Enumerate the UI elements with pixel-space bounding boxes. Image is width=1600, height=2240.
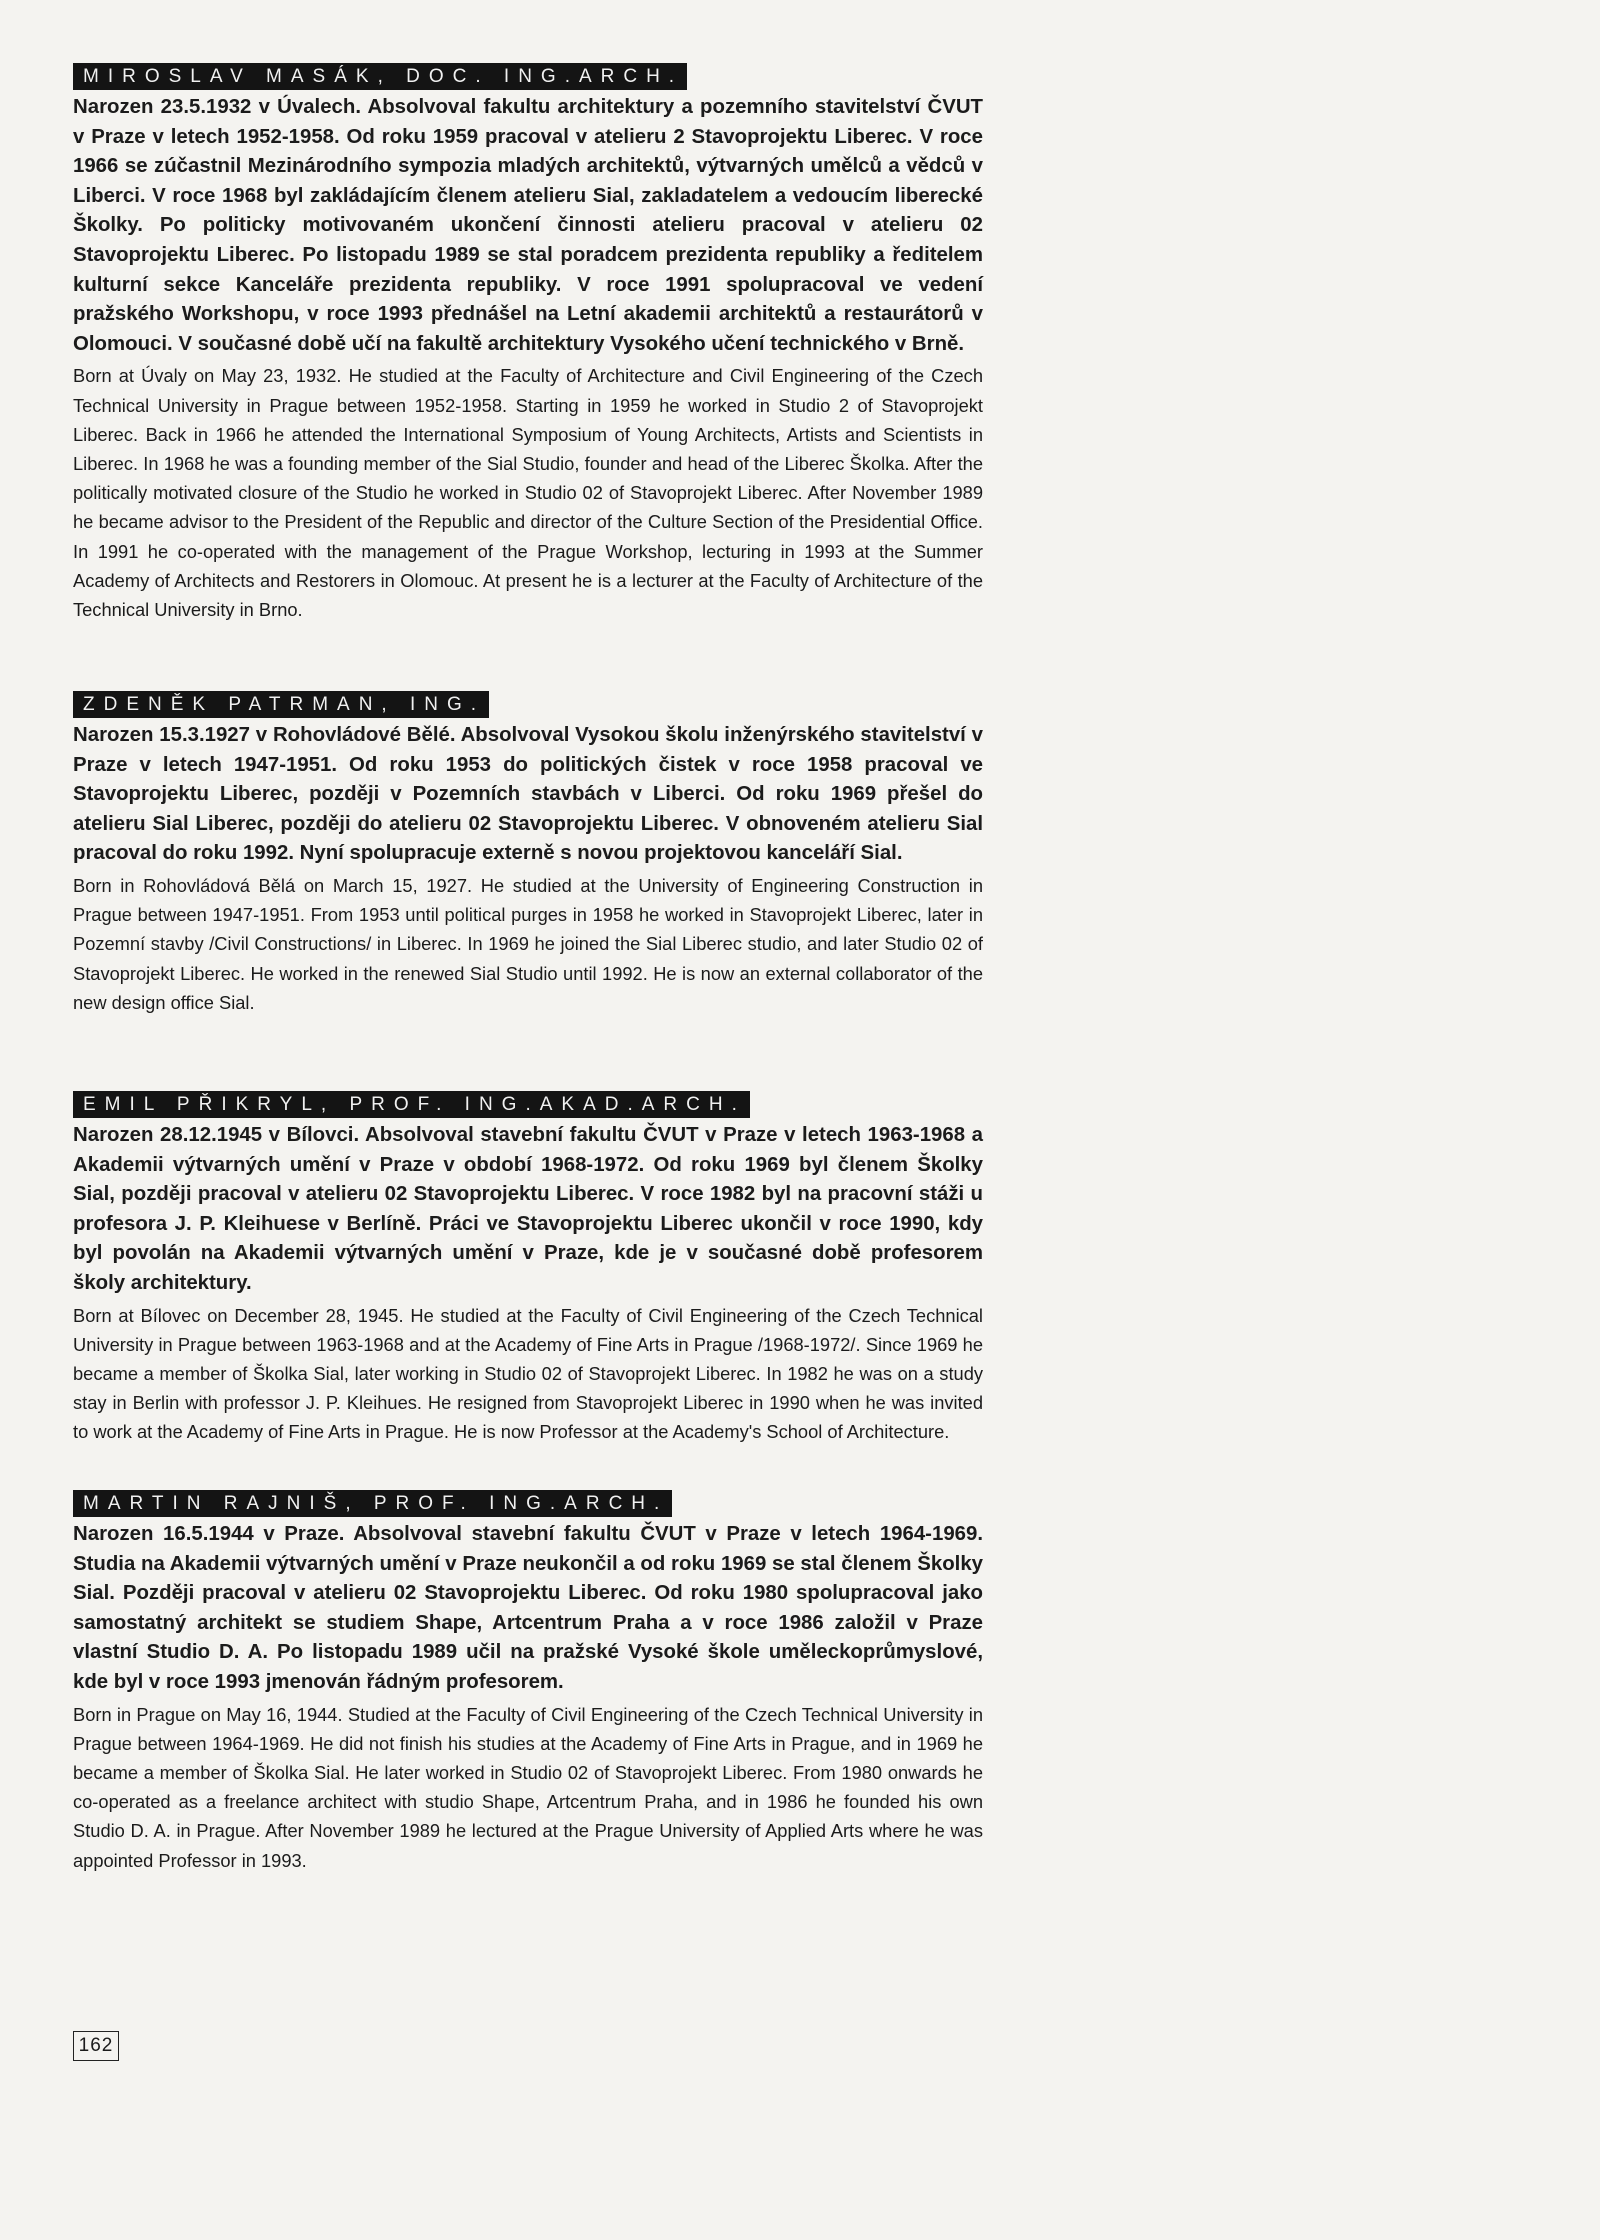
english-biography: Born in Prague on May 16, 1944. Studied at the Faculty of Civil Engineering of the Czech Technical University in Prague between 1964-1969. He did not finish his studies at the Academy of Fine Arts in Prague, and in 1969 he became a member of Školka Sial. He later worked in Studio 02 of Stavoprojekt Liberec. From 1980 onwards he co-operated as a freelance architect with studio Shape, Artcentrum Praha, and in 1986 he founded his own Studio D. A. in Prague. After November 1989 he lectured at the Prague University of Applied Arts where he was appointed Professor in 1993. [73,1703,983,1871]
name-heading: EMIL PŘIKRYL, PROF. ING.AKAD.ARCH. [73,1091,750,1118]
page-number: 162 [73,2031,119,2061]
czech-biography: Narozen 23.5.1932 v Úvalech. Absolvoval fakultu architektury a pozemního stavitelství ČVUT v Praze v letech 1952-1958. Od roku 1959 pracoval v atelieru 2 Stavoprojektu Liberec. V roce 1966 se zúčastnil Mezinárodního sympozia mladých architektů, výtvarných umělců a vědců v Liberci. V roce 1968 byl zakládajícím členem atelieru Sial, zakladatelem a vedoucím liberecké Školky. Po politicky motivovaném ukončení činnosti atelieru pracoval v atelieru 02 Stavoprojektu Liberec. Po listopadu 1989 se stal poradcem prezidenta republiky a ředitelem kulturní sekce Kanceláře prezidenta republiky. V roce 1991 spolupracoval ve vedení pražského Workshopu, v roce 1993 přednášel na Letní akademii architektů a restaurátorů v Olomouci. V současné době učí na fakultě architektury Vysokého učení technického v Brně. [73,96,983,355]
name-heading: ZDENĚK PATRMAN, ING. [73,691,489,718]
biography-patrman [73,691,983,1017]
czech-biography: Narozen 16.5.1944 v Praze. Absolvoval stavební fakultu ČVUT v Praze v letech 1964-1969. Studia na Akademii výtvarných umění v Praze neukončil a od roku 1969 se stal členem Školky Sial. Později pracoval v atelieru 02 Stavoprojektu Liberec. Od roku 1980 spolupracoval jako samostatný architekt se studiem Shape, Artcentrum Praha a v roce 1986 založil v Praze vlastní Studio D. A. Po listopadu 1989 učil na pražské Vysoké škole uměleckoprůmyslové, kde byl v roce 1993 jmenován řádným profesorem. [73,1523,983,1693]
biography-prikryl [73,1091,983,1447]
czech-biography: Narozen 15.3.1927 v Rohovládové Bělé. Absolvoval Vysokou školu inženýrského stavitelství v Praze v letech 1947-1951. Od roku 1953 do politických čistek v roce 1958 pracoval ve Stavoprojektu Liberec, později v Pozemních stavbách v Liberci. Od roku 1969 přešel do atelieru Sial Liberec, později do atelieru 02 Stavoprojektu Liberec. V obnoveném atelieru Sial pracoval do roku 1992. Nyní spolupracuje externě s novou projektovou kanceláří Sial. [73,724,983,865]
name-heading: MARTIN RAJNIŠ, PROF. ING.ARCH. [73,1490,672,1517]
czech-biography: Narozen 28.12.1945 v Bílovci. Absolvoval stavební fakultu ČVUT v Praze v letech 1963-1968 a Akademii výtvarných umění v Praze v období 1968-1972. Od roku 1969 byl členem Školky Sial, později pracoval v atelieru 02 Stavoprojektu Liberec. V roce 1982 byl na pracovní stáži u profesora J. P. Kleihuese v Berlíně. Práci ve Stavoprojektu Liberec ukončil v roce 1990, kdy byl povolán na Akademii výtvarných umění v Praze, kde je v současné době profesorem školy architektury. [73,1124,983,1294]
english-biography: Born at Bílovec on December 28, 1945. He studied at the Faculty of Civil Engineering of the Czech Technical University in Prague between 1963-1968 and at the Academy of Fine Arts in Prague /1968-1972/. Since 1969 he became a member of Školka Sial, later working in Studio 02 of Stavoprojekt Liberec. In 1982 he was on a study stay in Berlin with professor J. P. Kleihues. He resigned from Stavoprojekt Liberec in 1990 when he was invited to work at the Academy of Fine Arts in Prague. He is now Professor at the Academy's School of Architecture. [73,1304,983,1443]
english-biography: Born at Úvaly on May 23, 1932. He studied at the Faculty of Architecture and Civil Engineering of the Czech Technical University in Prague between 1952-1958. Starting in 1959 he worked in Studio 2 of Stavoprojekt Liberec. Back in 1966 he attended the International Symposium of Young Architects, Artists and Scientists in Liberec. In 1968 he was a founding member of the Sial Studio, founder and head of the Liberec Školka. After the politically motivated closure of the Studio he worked in Studio 02 of Stavoprojekt Liberec. After November 1989 he became advisor to the President of the Republic and director of the Culture Section of the Presidential Office. In 1991 he co-operated with the management of the Prague Workshop, lecturing in 1993 at the Summer Academy of Architects and Restorers in Olomouc. At present he is a lecturer at the Faculty of Architecture of the Technical University in Brno. [73,365,983,620]
biography-rajnis [73,1490,983,1875]
biography-masak [73,63,983,624]
english-biography: Born in Rohovládová Bělá on March 15, 1927. He studied at the University of Engineering Construction in Prague between 1947-1951. From 1953 until political purges in 1958 he worked in Stavoprojekt Liberec, later in Pozemní stavby /Civil Constructions/ in Liberec. In 1969 he joined the Sial Liberec studio, and later Studio 02 of Stavoprojekt Liberec. He worked in the renewed Sial Studio until 1992. He is now an external collaborator of the new design office Sial. [73,874,983,1013]
name-heading: MIROSLAV MASÁK, DOC. ING.ARCH. [73,63,687,90]
